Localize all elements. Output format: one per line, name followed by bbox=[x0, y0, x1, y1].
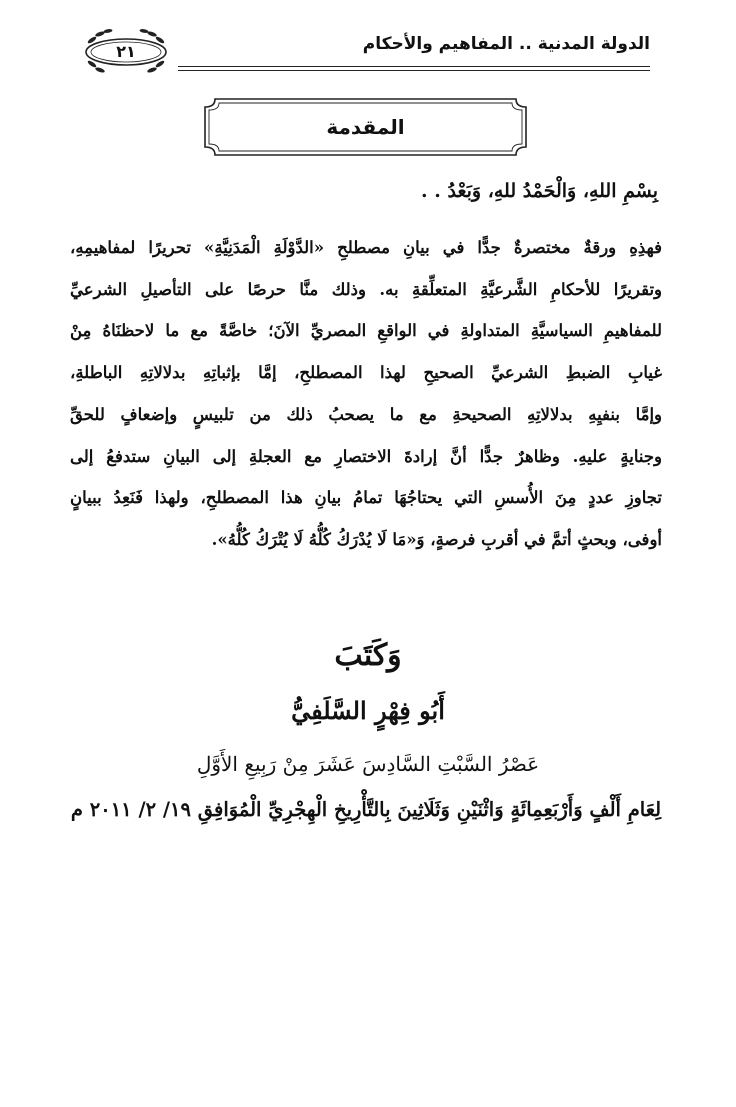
author-name: أَبُو فِهْرٍ السَّلَفِيُّ bbox=[291, 696, 445, 725]
page-number-badge bbox=[78, 22, 174, 78]
basmala-line: بِسْمِ اللهِ، وَالْحَمْدُ للهِ، وَبَعْدُ . . bbox=[421, 180, 658, 202]
paragraph-line: وجنايةٍ عليهِ. وظاهرٌ جدًّا أنَّ إرادةَ الاختصارِ مع العجلةِ إلى البيانِ ستدفعُ إلى bbox=[70, 446, 662, 466]
section-title-frame bbox=[203, 97, 528, 157]
running-header-title: الدولة المدنية .. المفاهيم والأحكام bbox=[362, 34, 650, 54]
date-line-hijri-day: عَصْرُ السَّبْتِ السَّادِسَ عَشَرَ مِنْ رَبِيعِ الأَوَّلِ bbox=[196, 752, 540, 776]
paragraph-line: أوفى، وبحثٍ أتمَّ في أقربِ فرصةٍ، وَ«مَا لَا يُدْرَكُ كُلُّهُ لَا يُتْرَكُ كُلُّهُ». bbox=[211, 529, 662, 549]
intro-paragraph bbox=[70, 227, 662, 561]
paragraph-line: غيابِ الضبطِ الشرعيِّ الصحيحِ لهذا المصطلحِ، إمَّا بإثباتِهِ بدلالاتِهِ الباطلةِ، bbox=[70, 363, 662, 383]
paragraph-line: وإمَّا بنفيِهِ بدلالاتِهِ الصحيحةِ مع ما يصحبُ ذلك من تلبيسٍ وإضعافٍ للحقِّ bbox=[70, 404, 662, 424]
header-rule-thin bbox=[178, 70, 650, 71]
paragraph-line: للمفاهيمِ السياسيَّةِ المتداولةِ في الواقعِ المصريِّ الآنَ؛ خاصَّةً مع ما لاحظنَاهُ مِنْ bbox=[70, 321, 662, 341]
signoff-heading: وَكَتَبَ bbox=[334, 638, 402, 673]
page-number: ٢١ bbox=[116, 42, 136, 61]
header-rule bbox=[178, 66, 650, 67]
paragraph-line: فهذِهِ ورقةٌ مختصرةٌ جدًّا في بيانِ مصطلحِ «الدَّوْلَةِ الْمَدَنِيَّةِ» تحريرًا لمفاهيمِهِ، bbox=[70, 238, 662, 257]
paragraph-line: تجاوزِ عددٍ مِنَ الأُسسِ التي يحتاجُهَا تمامُ بيانِ هذا المصطلحِ، ولهذا فَنَعِدُ ببيانٍ bbox=[70, 488, 662, 508]
paragraph-line: وتقريرًا للأحكامِ الشَّرعيَّةِ المتعلِّقةِ به. وذلك منَّا حرصًا على التأصيلِ الشرعيِّ bbox=[70, 279, 662, 299]
date-line-year: لِعَامِ أَلْفٍ وَأَرْبَعِمِائَةٍ وَاثْنَيْنِ وَثَلَاثِينَ بِالتَّأْرِيخِ الْهِجْرِيِّ الْمُوَافِقِ ١٩/ ٢/ ٢٠١١ م bbox=[70, 798, 662, 821]
page-header bbox=[78, 22, 650, 78]
section-title: المقدمة bbox=[326, 115, 405, 139]
